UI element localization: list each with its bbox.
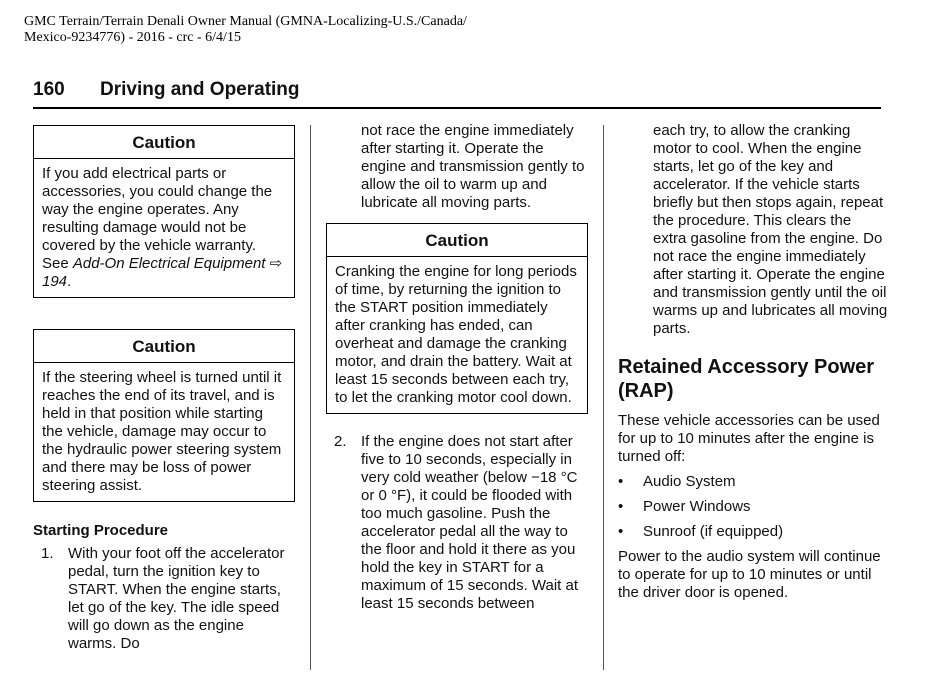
caution-title: Caution <box>327 224 587 257</box>
step-number: 2. <box>334 433 347 450</box>
header-rule <box>33 107 881 109</box>
caution-title: Caution <box>34 330 294 363</box>
caution-box-cranking <box>326 223 588 414</box>
caution-body <box>34 159 294 297</box>
header-line-1: GMC Terrain/Terrain Denali Owner Manual (GMNA-Localizing-U.S./Canada/ <box>24 14 467 29</box>
column-1 <box>33 125 295 653</box>
column-3 <box>618 122 888 602</box>
caution-box-electrical <box>33 125 295 298</box>
column-2 <box>326 122 588 613</box>
rap-heading: Retained Accessory Power (RAP) <box>618 356 875 402</box>
caution-title: Caution <box>34 126 294 159</box>
step-number: 1. <box>41 545 54 562</box>
list-item: • Sunroof (if equipped) <box>618 523 888 541</box>
caution-box-steering <box>33 329 295 502</box>
step-text: If the engine does not start after five to 10 seconds, especially in very cold weather (below −18 °C or 0 °F), it could be flooded with too much gasoline. Push the accelerator pedal all the way to the floor and hold it there as you hold the key in START for a maximum of 15 seconds. Wait at least 15 seconds between <box>361 433 579 612</box>
sentence-end: . <box>67 273 72 290</box>
caution-text: If you add electrical parts or accessories, you could change the way the engine operates. Any resulting damage would not be covered by the vehicle warranty. See <box>42 165 273 272</box>
document-header <box>24 14 467 46</box>
step-2-continued: each try, to allow the cranking motor to cool. When the engine starts, let go of the key and accelerator. If the vehicle starts briefly but then stops again, repeat the procedure. This clears the extra gasoline from the engine. Do not race the engine immediately after starting it. Operate the engine and transmission gently until the oil warms up and lubricates all moving parts. <box>653 122 888 337</box>
step-2 <box>326 433 588 613</box>
step-text: With your foot off the accelerator pedal, turn the ignition key to START. When the engine starts, let go of the key. The idle speed will go down as the engine warms. Do <box>68 545 285 652</box>
starting-procedure-heading: Starting Procedure <box>33 522 169 539</box>
column-divider-2 <box>603 125 604 670</box>
caution-body: If the steering wheel is turned until it reaches the end of its travel, and is held in that position while starting the vehicle, damage may occur to the hydraulic power steering system and there may be loss of power steering assist. <box>42 369 282 494</box>
page-ref-number[interactable]: 194 <box>42 273 68 290</box>
list-item: • Audio System <box>618 473 888 491</box>
caution-body: Cranking the engine for long periods of time, by returning the ignition to the START position immediately after cranking has ended, can overheat and damage the cranking motor, and drain the battery. Wait at least 15 seconds between each try, to let the cranking motor cool down. <box>335 263 577 406</box>
cross-reference-link[interactable]: Add-On Electrical Equipment <box>72 255 266 272</box>
page-number: 160 <box>33 79 65 100</box>
page-ref-icon: ⇨ <box>269 255 283 272</box>
step-1-continued: not race the engine immediately after starting it. Operate the engine and transmission gently to allow the oil to warm up and lubricate all moving parts. <box>361 122 585 211</box>
list-item: • Power Windows <box>618 498 888 516</box>
section-title: Driving and Operating <box>100 79 300 100</box>
step-1 <box>33 545 295 653</box>
column-divider-1 <box>310 125 311 670</box>
rap-outro: Power to the audio system will continue to operate for up to 10 minutes or until the driver door is opened. <box>618 548 881 601</box>
rap-intro: These vehicle accessories can be used for up to 10 minutes after the engine is turned off: <box>618 412 880 465</box>
header-line-2: Mexico-9234776) - 2016 - crc - 6/4/15 <box>24 30 241 45</box>
